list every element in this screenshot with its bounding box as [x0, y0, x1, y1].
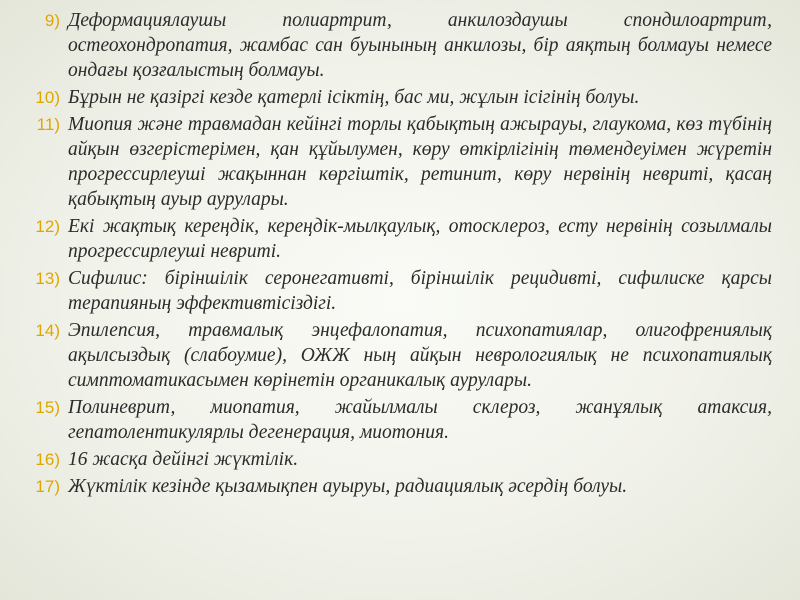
list-item-text: Бұрын не қазіргі кезде қатерлі ісіктің, бас ми, жұлын ісігінің болуы. — [68, 87, 640, 108]
numbered-list — [8, 8, 772, 501]
list-item-text: Эпилепсия, травмалық энцефалопатия, психопатиялар, олигофрениялық ақылсыздық (слабоумие), ОЖЖ ның айқын неврологиялық не психопатиялық симптоматикасымен көрінетін органикалық аурулары. — [68, 320, 772, 391]
list-item — [8, 85, 772, 110]
list-item-text: Деформациялаушы полиартрит, анкилоздаушы спондилоартрит, остеохондропатия, жамбас сан буынының анкилозы, бір аяқтың болмауы немесе ондағы қозғалыстың болмауы. — [68, 10, 772, 81]
list-item-number: 16) — [35, 450, 60, 469]
list-item-number: 9) — [44, 11, 60, 30]
list-item-number: 12) — [35, 217, 60, 236]
list-item-number: 14) — [35, 321, 60, 340]
list-item — [8, 395, 772, 445]
list-item — [8, 8, 772, 83]
list-item — [8, 318, 772, 393]
list-item-text: Миопия және травмадан кейінгі торлы қабықтың ажырауы, глаукома, көз түбінің айқын өзгерістерімен, қан құйылумен, көру өткірлігінің төмендеуімен жүретін прогрессирлеуші жақыннан көргіштік, ретинит, көру нервінің невриті, қасаң қабықтың ауыр аурулары. — [68, 114, 772, 210]
list-item-number: 15) — [35, 398, 60, 417]
list-item-number: 13) — [35, 269, 60, 288]
list-item-text: Сифилис: біріншілік серонегативті, біріншілік рецидивті, сифилиске қарсы терапияның эффективтісіздігі. — [68, 268, 772, 314]
list-item-text: 16 жасқа дейінгі жүктілік. — [68, 449, 299, 470]
list-item — [8, 214, 772, 264]
list-item-text: Екі жақтық кереңдік, кереңдік-мылқаулық, отосклероз, есту нервінің созылмалы прогрессирлеуші невриті. — [68, 216, 772, 262]
list-item — [8, 447, 772, 472]
list-item-text: Полиневрит, миопатия, жайылмалы склероз, жанұялық атаксия, гепатолентикулярлы дегенерация, миотония. — [68, 397, 772, 443]
list-item-number: 11) — [36, 115, 60, 134]
list-item-number: 10) — [35, 88, 60, 107]
list-item — [8, 266, 772, 316]
list-item-number: 17) — [35, 477, 60, 496]
list-item — [8, 474, 772, 499]
list-item — [8, 112, 772, 212]
list-item-text: Жүктілік кезінде қызамықпен ауыруы, радиациялық әсердің болуы. — [68, 476, 628, 497]
